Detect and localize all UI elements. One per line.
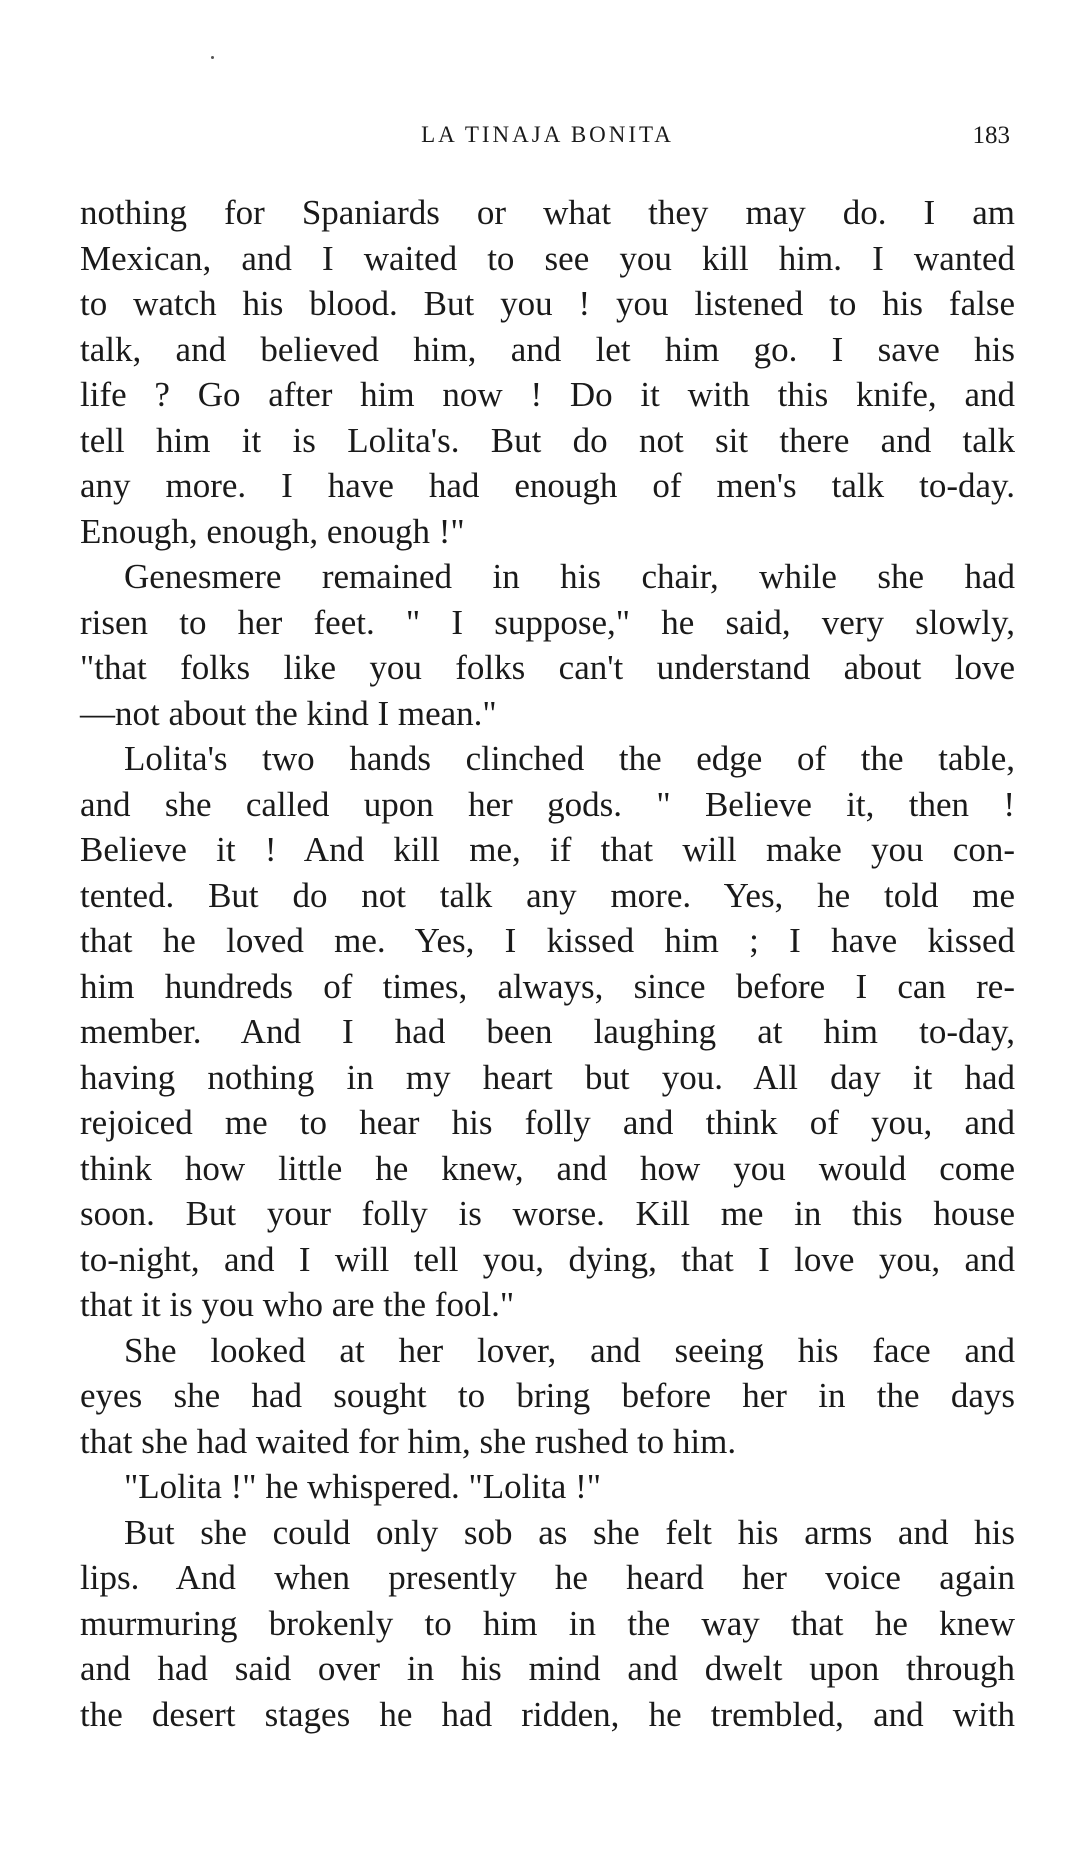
body-text xyxy=(80,190,1015,1737)
text-line: Genesmere remained in his chair, while she had xyxy=(124,557,1015,596)
running-title: LA TINAJA BONITA xyxy=(421,122,674,147)
page-number: 183 xyxy=(972,122,1010,149)
print-speck xyxy=(211,56,214,59)
text-line: She looked at her lover, and seeing his face and xyxy=(124,1330,1015,1370)
text-line: —not about the kind I mean." xyxy=(80,693,497,733)
text-line: that he loved me. Yes, I kissed him ; I have kissed xyxy=(80,921,1015,960)
text-line: any more. I have had enough of men's talk to-day. xyxy=(80,466,1015,505)
page-header xyxy=(80,122,1015,158)
text-line: nothing for Spaniards or what they may do. I am xyxy=(80,193,1015,232)
text-line: the desert stages he had ridden, he trembled, and with xyxy=(80,1694,1015,1734)
text-line: him hundreds of times, always, since before I can re- xyxy=(80,966,1015,1006)
text-line: But she could only sob as she felt his arms and his xyxy=(124,1512,1015,1552)
text-line: Believe it ! And kill me, if that will make you con- xyxy=(80,830,1015,869)
text-line: talk, and believed him, and let him go. I save his xyxy=(80,329,1015,369)
text-line: risen to her feet. " I suppose," he said, very slowly, xyxy=(80,602,1015,642)
text-line: lips. And when presently he heard her voice again xyxy=(80,1558,1015,1597)
text-line: Mexican, and I waited to see you kill him. I wanted xyxy=(80,238,1015,278)
text-line: soon. But your folly is worse. Kill me in this house xyxy=(80,1194,1015,1233)
text-line: having nothing in my heart but you. All day it had xyxy=(80,1057,1015,1097)
text-line: and had said over in his mind and dwelt upon through xyxy=(80,1649,1015,1688)
text-line: Lolita's two hands clinched the edge of the table, xyxy=(124,739,1015,778)
text-line: "that folks like you folks can't understand about love xyxy=(80,648,1015,687)
text-line: to watch his blood. But you ! you listened to his false xyxy=(80,284,1015,323)
text-line: eyes she had sought to bring before her in the days xyxy=(80,1376,1015,1415)
text-line: life ? Go after him now ! Do it with this knife, and xyxy=(80,375,1015,414)
text-line: Enough, enough, enough !" xyxy=(80,511,465,551)
text-line: to-night, and I will tell you, dying, that I love you, and xyxy=(80,1239,1015,1279)
text-line: that she had waited for him, she rushed to him. xyxy=(80,1421,737,1461)
text-line: rejoiced me to hear his folly and think of you, and xyxy=(80,1103,1015,1142)
text-line: tell him it is Lolita's. But do not sit there and talk xyxy=(80,420,1015,460)
text-line: "Lolita !" he whispered. "Lolita !" xyxy=(124,1467,602,1506)
text-line: think how little he knew, and how you would come xyxy=(80,1148,1015,1188)
text-line: that it is you who are the fool." xyxy=(80,1285,515,1324)
text-line: murmuring brokenly to him in the way that he knew xyxy=(80,1603,1015,1643)
text-line: and she called upon her gods. " Believe it, then ! xyxy=(80,784,1015,824)
text-line: tented. But do not talk any more. Yes, he told me xyxy=(80,875,1015,915)
text-line: member. And I had been laughing at him to-day, xyxy=(80,1012,1015,1051)
